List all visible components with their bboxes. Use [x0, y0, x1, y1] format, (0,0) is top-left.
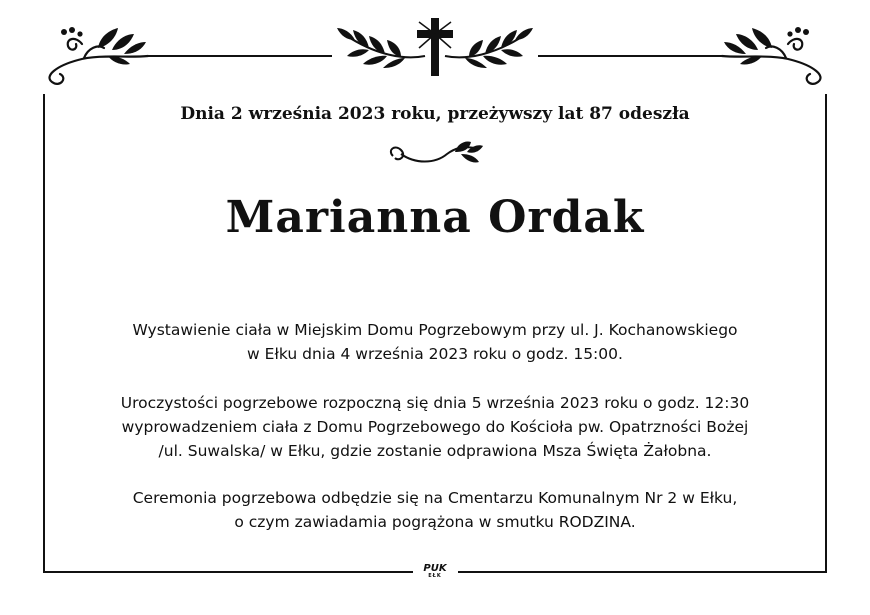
paragraph-funeral — [60, 391, 810, 463]
puk-logo — [419, 564, 451, 579]
frame-top-line-right — [538, 55, 722, 57]
divider-flourish-icon — [385, 140, 485, 172]
frame-right-border — [825, 94, 827, 572]
paragraph-line: wyprowadzeniem ciała z Domu Pogrzebowego do Kościoła pw. Opatrzności Bożej — [121, 418, 749, 436]
paragraph-line: Uroczystości pogrzebowe rozpoczną się dnia 5 września 2023 roku o godz. 12:30 — [120, 394, 750, 412]
logo-subtext: EŁK — [428, 573, 442, 579]
corner-flourish-left-icon — [38, 18, 163, 88]
paragraph-ceremony — [60, 486, 810, 534]
paragraph-line: o czym zawiadamia pogrążona w smutku RODZINA. — [234, 513, 636, 531]
corner-flourish-right-icon — [707, 18, 832, 88]
frame-bottom-border-right — [458, 571, 827, 573]
paragraph-line: w Ełku dnia 4 września 2023 roku o godz. 15:00. — [247, 345, 623, 363]
logo-text: PUK — [423, 563, 447, 574]
frame-left-border — [43, 94, 45, 572]
paragraph-line: /ul. Suwalska/ w Ełku, gdzie zostanie odprawiona Msza Święta Żałobna. — [158, 442, 712, 460]
paragraph-line: Wystawienie ciała w Miejskim Domu Pogrzebowym przy ul. J. Kochanowskiego — [132, 321, 738, 339]
deceased-name: Marianna Ordak — [225, 192, 645, 243]
frame-bottom-border-left — [43, 571, 413, 573]
paragraph-line: Ceremonia pogrzebowa odbędzie się na Cmentarzu Komunalnym Nr 2 w Ełku, — [132, 489, 738, 507]
paragraph-viewing — [60, 318, 810, 366]
intro-text: Dnia 2 września 2023 roku, przeżywszy lat 87 odeszła — [180, 104, 690, 124]
frame-top-line-left — [148, 55, 332, 57]
cross-laurel-icon — [335, 12, 535, 82]
